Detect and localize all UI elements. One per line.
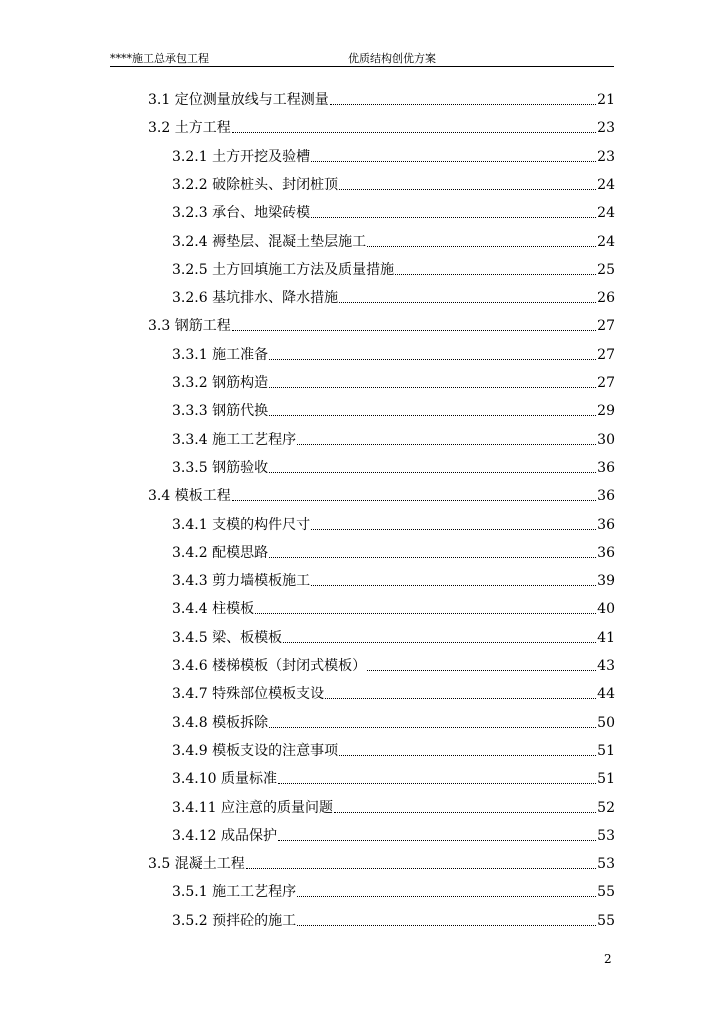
- toc-dot-leader: [278, 839, 596, 841]
- toc-entry-page: 24: [597, 233, 615, 250]
- toc-entry-title: 3.3.4 施工工艺程序: [172, 431, 297, 448]
- toc-entry-title: 3.2.1 土方开挖及验槽: [172, 148, 311, 165]
- toc-entry[interactable]: [172, 143, 615, 167]
- toc-entry[interactable]: [148, 86, 615, 110]
- toc-entry-title: 3.3.1 施工准备: [172, 346, 269, 363]
- toc-entry-title: 3.4.10 质量标准: [172, 771, 277, 788]
- toc-dot-leader: [367, 245, 596, 247]
- toc-entry[interactable]: [172, 511, 615, 535]
- toc-entry-page: 51: [597, 742, 615, 759]
- toc-entry-page: 36: [597, 544, 615, 561]
- toc-dot-leader: [325, 697, 596, 699]
- toc-entry-page: 50: [597, 714, 615, 731]
- toc-dot-leader: [297, 443, 596, 445]
- header-project-name: ****施工总承包工程: [110, 52, 209, 65]
- toc-dot-leader: [283, 641, 596, 643]
- toc-entry[interactable]: [172, 680, 615, 704]
- toc-entry-title: 3.3.5 钢筋验收: [172, 459, 269, 476]
- toc-entry-title: 3.4.12 成品保护: [172, 827, 277, 844]
- toc-entry-title: 3.4.8 模板拆除: [172, 714, 269, 731]
- toc-entry-title: 3.1 定位测量放线与工程测量: [148, 92, 329, 108]
- toc-entry-page: 55: [597, 884, 615, 901]
- toc-entry-page: 23: [597, 148, 615, 165]
- toc-entry-page: 25: [597, 261, 615, 278]
- toc-entry[interactable]: [172, 765, 615, 789]
- toc-entry-title: 3.2.6 基坑排水、降水措施: [172, 290, 339, 307]
- toc-entry[interactable]: [172, 567, 615, 591]
- toc-dot-leader: [311, 160, 596, 162]
- toc-entry-page: 27: [597, 346, 615, 363]
- toc-entry[interactable]: [148, 114, 615, 138]
- toc-entry-title: 3.2.2 破除桩头、封闭桩顶: [172, 176, 339, 193]
- toc-entry-title: 3.2.3 承台、地梁砖模: [172, 205, 311, 222]
- toc-dot-leader: [311, 584, 596, 586]
- toc-entry-page: 27: [597, 375, 615, 391]
- toc-entry[interactable]: [172, 369, 615, 393]
- toc-entry-page: 40: [597, 601, 615, 618]
- toc-dot-leader: [269, 556, 596, 558]
- toc-entry[interactable]: [172, 709, 615, 733]
- toc-entry-title: 3.4.3 剪力墙模板施工: [172, 573, 311, 590]
- toc-dot-leader: [334, 811, 596, 813]
- toc-entry-page: 51: [597, 771, 615, 788]
- toc-entry-title: 3.4.2 配模思路: [172, 544, 269, 561]
- toc-entry-page: 52: [597, 799, 615, 816]
- toc-entry-page: 26: [597, 290, 615, 307]
- toc-entry[interactable]: [172, 199, 615, 223]
- toc-entry[interactable]: [148, 850, 615, 874]
- toc-entry[interactable]: [172, 284, 615, 308]
- toc-entry-title: 3.4 模板工程: [148, 488, 231, 505]
- toc-entry-title: 3.2.4 褥垫层、混凝土垫层施工: [172, 233, 367, 250]
- toc-entry[interactable]: [172, 822, 615, 846]
- toc-entry[interactable]: [172, 878, 615, 902]
- toc-entry-page: 24: [597, 205, 615, 222]
- toc-entry[interactable]: [172, 454, 615, 478]
- toc-dot-leader: [330, 103, 596, 105]
- toc-entry-page: 55: [597, 912, 615, 929]
- toc-dot-leader: [339, 301, 596, 303]
- toc-entry-title: 3.3.2 钢筋构造: [172, 375, 269, 391]
- toc-entry[interactable]: [148, 312, 615, 336]
- toc-dot-leader: [395, 273, 596, 275]
- toc-entry[interactable]: [172, 426, 615, 450]
- header-document-title: 优质结构创优方案: [348, 52, 436, 65]
- toc-entry-page: 36: [597, 516, 615, 533]
- toc-entry-page: 39: [597, 573, 615, 590]
- toc-entry-page: 29: [597, 403, 615, 420]
- toc-entry[interactable]: [172, 652, 615, 676]
- toc-entry-page: 27: [597, 318, 615, 335]
- toc-entry-title: 3.4.9 模板支设的注意事项: [172, 742, 339, 759]
- toc-entry-title: 3.5.1 施工工艺程序: [172, 884, 297, 901]
- toc-entry[interactable]: [172, 397, 615, 421]
- toc-entry[interactable]: [172, 539, 615, 563]
- toc-entry-page: 43: [597, 658, 615, 674]
- toc-entry-page: 36: [597, 459, 615, 476]
- toc-entry-title: 3.4.7 特殊部位模板支设: [172, 686, 325, 703]
- toc-entry-page: 24: [597, 176, 615, 193]
- toc-entry-title: 3.2.5 土方回填施工方法及质量措施: [172, 261, 395, 278]
- toc-dot-leader: [269, 414, 596, 416]
- toc-entry-page: 41: [597, 629, 615, 646]
- toc-entry[interactable]: [172, 256, 615, 280]
- toc-dot-leader: [232, 131, 596, 133]
- toc-entry[interactable]: [172, 171, 615, 195]
- toc-entry-page: 44: [597, 686, 615, 703]
- toc-dot-leader: [367, 669, 596, 671]
- toc-dot-leader: [311, 216, 596, 218]
- toc-entry-title: 3.4.1 支模的构件尺寸: [172, 516, 311, 533]
- toc-entry[interactable]: [172, 228, 615, 252]
- toc-entry-title: 3.4.6 楼梯模板（封闭式模板）: [172, 658, 367, 674]
- toc-dot-leader: [269, 358, 596, 360]
- toc-dot-leader: [339, 188, 596, 190]
- toc-entry-page: 53: [597, 827, 615, 844]
- toc-entry-title: 3.5.2 预拌砼的施工: [172, 912, 297, 929]
- toc-entry[interactable]: [172, 624, 615, 648]
- toc-dot-leader: [311, 528, 596, 530]
- toc-dot-leader: [232, 329, 596, 331]
- toc-dot-leader: [269, 726, 596, 728]
- toc-dot-leader: [297, 924, 596, 926]
- toc-dot-leader: [278, 782, 596, 784]
- toc-entry-title: 3.5 混凝土工程: [148, 856, 245, 873]
- toc-entry-title: 3.4.5 梁、板模板: [172, 629, 283, 646]
- toc-entry-title: 3.3.3 钢筋代换: [172, 403, 269, 420]
- toc-entry[interactable]: [172, 341, 615, 365]
- toc-entry[interactable]: [172, 794, 615, 818]
- toc-entry-title: 3.4.11 应注意的质量问题: [172, 799, 333, 816]
- toc-entry[interactable]: [172, 595, 615, 619]
- toc-dot-leader: [297, 895, 596, 897]
- toc-entry-page: 23: [597, 120, 615, 137]
- toc-entry[interactable]: [172, 907, 615, 931]
- toc-dot-leader: [269, 386, 596, 388]
- toc-dot-leader: [255, 612, 596, 614]
- toc-entry-page: 21: [597, 92, 615, 108]
- page-header: [110, 48, 614, 66]
- toc-dot-leader: [339, 754, 596, 756]
- toc-entry[interactable]: [172, 737, 615, 761]
- toc-dot-leader: [269, 471, 596, 473]
- toc-dot-leader: [232, 499, 596, 501]
- toc-entry-title: 3.2 土方工程: [148, 120, 231, 137]
- header-divider: [110, 66, 614, 67]
- toc-entry-page: 30: [597, 431, 615, 448]
- page-number: 2: [604, 952, 612, 966]
- toc-entry-title: 3.3 钢筋工程: [148, 318, 231, 335]
- toc-entry-page: 53: [597, 856, 615, 873]
- toc-entry-title: 3.4.4 柱模板: [172, 601, 255, 618]
- toc-dot-leader: [246, 867, 596, 869]
- toc-entry[interactable]: [148, 482, 615, 506]
- toc-entry-page: 36: [597, 488, 615, 505]
